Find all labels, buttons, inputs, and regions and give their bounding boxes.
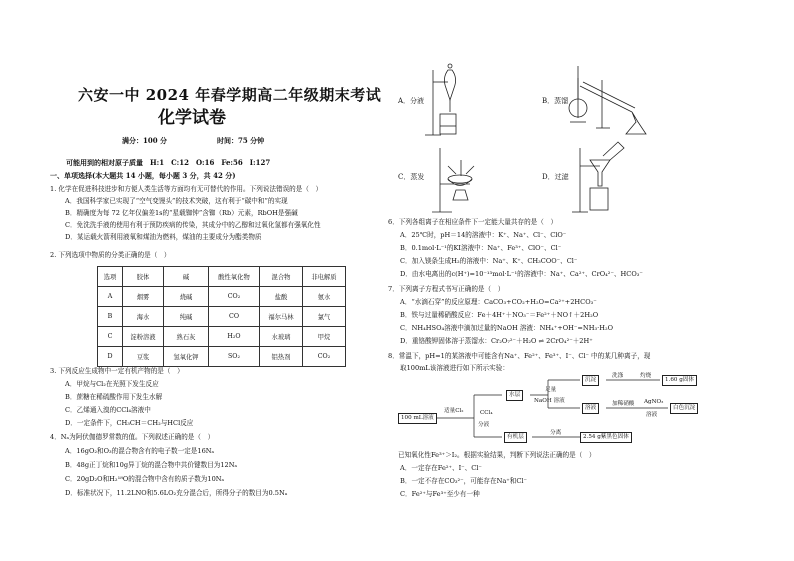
table-cell: 甲烷 xyxy=(303,327,346,347)
flow-agno3-solution: 溶液 xyxy=(646,412,658,418)
table-cell: 非电解质 xyxy=(303,267,346,287)
flow-solution: 溶液 xyxy=(582,403,599,414)
table-cell: 氨水 xyxy=(303,287,346,307)
q4-option-d: D．标准状况下，11.2LNO和5.6LO₂充分混合后，所得分子的数目为0.5Nₐ xyxy=(65,489,288,497)
table-cell: 烟雾 xyxy=(123,287,164,307)
q3-option-a: A．甲烷与Cl₂在光照下发生反应 xyxy=(65,380,159,388)
table-cell: CO₂ xyxy=(209,287,260,307)
table-cell: A xyxy=(98,287,123,307)
table-cell: 豆浆 xyxy=(123,347,164,367)
flow-reagent-ccl4: CCl₄ xyxy=(480,410,493,416)
table-cell: 烧碱 xyxy=(164,287,209,307)
q8-stem: 8．常温下，pH=1的某溶液中可能含有Na⁺、Fe²⁺、Fe³⁺、I⁻、Cl⁻ 中的某几种离子，现 xyxy=(388,352,651,360)
q7-option-b: B．铁与过量稀硝酸反应：Fe＋4H⁺＋NO₃⁻＝Fe²⁺＋NO↑＋2H₂O xyxy=(400,311,599,319)
table-cell: 福尔马林 xyxy=(260,307,303,327)
q3-option-b: B．蔗糖在稀硫酸作用下发生水解 xyxy=(65,393,163,401)
atomic-masses: 可能用到的相对原子质量 H:1 C:12 O:16 Fe:56 I:127 xyxy=(66,158,271,167)
flow-wash: 洗涤 xyxy=(612,373,624,379)
flow-separate: 分离 xyxy=(550,430,562,436)
table-cell: 选项 xyxy=(98,267,123,287)
q8-option-b: B．一定不存在CO₃²⁻，可能存在Na⁺和Cl⁻ xyxy=(400,477,528,485)
flow-precipitate: 沉淀 xyxy=(582,375,599,386)
table-cell: 淀粉溶液 xyxy=(123,327,164,347)
flow-organic-layer: 有机层 xyxy=(504,432,527,443)
table-cell: 酸性氧化物 xyxy=(209,267,260,287)
section-heading: 一、单项选择(本大题共 14 小题，每小题 3 分，共 42 分) xyxy=(50,171,236,180)
table-cell: 盐酸 xyxy=(260,287,303,307)
flow-solid-1: 1.60 g固体 xyxy=(662,375,697,386)
q6-stem: 6．下列各组离子在相应条件下一定能大量共存的是（ ） xyxy=(388,218,558,226)
q1-option-a: A．我国科学家已实现了“空气变馒头”的技术突破，这有利于“碳中和”的实现 xyxy=(65,197,288,205)
q6-option-c: C．加入镁条生成H₂的溶液中：Na⁺、K⁺、CH₃COO⁻、Cl⁻ xyxy=(400,257,578,265)
apparatus-label-b: B．蒸馏 xyxy=(542,97,569,105)
table-cell: 海水 xyxy=(123,307,164,327)
q7-option-a: A．“水滴石穿”的反应原理：CaCO₃+CO₂+H₂O=Ca²⁺+2HCO₃⁻ xyxy=(400,298,597,306)
flow-white-precipitate: 白色沉淀 xyxy=(670,403,698,414)
q2-stem: 2. 下列选项中物质的分类正确的是（ ） xyxy=(50,251,171,259)
table-cell: CO₂ xyxy=(303,347,346,367)
q1-stem: 1. 化学在促进科技进步和方便人类生活等方面均有无可替代的作用。下列说法错误的是（ ） xyxy=(50,185,323,193)
table-cell: CO xyxy=(209,307,260,327)
flow-solid-2: 2.54 g紫黑色固体 xyxy=(580,432,632,443)
q3-option-c: C．乙烯通入溴的CCl₄溶液中 xyxy=(65,406,151,414)
flow-naoh: NaOH 溶液 xyxy=(534,398,565,404)
apparatus-label-d: D．过滤 xyxy=(542,173,569,181)
table-cell: B xyxy=(98,307,123,327)
table-cell: 氯气 xyxy=(303,307,346,327)
q7-option-d: D．重铬酸钾固体溶于蒸馏水：Cr₂O₇²⁻＋H₂O ⇌ 2CrO₄²⁻＋2H⁺ xyxy=(400,337,593,345)
flow-reagent-cl2: 适量Cl₂ xyxy=(444,408,464,414)
q6-option-d: D．由水电离出的c(H⁺)=10⁻¹³mol·L⁻¹的溶液中：Na⁺、Ca²⁺、CrO₄²⁻、HCO₃⁻ xyxy=(400,270,643,278)
table-cell: D xyxy=(98,347,123,367)
q6-option-a: A．25℃时，pH＝14的溶液中：K⁺、Na⁺、Cl⁻、ClO⁻ xyxy=(400,231,567,239)
q8-option-c: C．Fe²⁺与Fe³⁺至少有一种 xyxy=(400,490,480,498)
q4-option-b: B．48g正丁烷和10g异丁烷的混合物中共价键数目为12Nₐ xyxy=(65,461,238,469)
table-cell: 碱 xyxy=(164,267,209,287)
table-cell: 氢氧化钾 xyxy=(164,347,209,367)
q3-stem: 3. 下列反应生成物中一定有机产物的是（ ） xyxy=(50,367,184,375)
table-cell: 混合物 xyxy=(260,267,303,287)
flow-start: 100 mL溶液 xyxy=(398,413,437,424)
time-limit: 时间：75 分钟 xyxy=(217,136,265,145)
q8-note: 已知氧化性Fe³⁺＞I₂。根据实验结果，判断下列说法正确的是（ ） xyxy=(398,451,596,459)
flow-agno3: AgNO₃ xyxy=(644,399,664,405)
table-cell: 熟石灰 xyxy=(164,327,209,347)
q6-option-b: B．0.1mol·L⁻¹的KI溶液中：Na⁺、Fe³⁺、ClO⁻、Cl⁻ xyxy=(400,244,562,252)
flow-hno3: 加稀硝酸 xyxy=(612,401,635,407)
q1-option-c: C．免洗洗手液的使用有利于预防疾病的传染，其成分中的乙醇和过氧化氢都有强氧化性 xyxy=(65,221,321,229)
exam-title: 六安一中 2024 年春学期高二年级期末考试 xyxy=(78,86,382,104)
q1-option-b: B．精确度为每 72 亿年仅偏差1s的“星载铷钟”含铷（Rb）元素，RbOH是强碱 xyxy=(65,209,298,217)
apparatus-label-c: C．蒸发 xyxy=(398,173,425,181)
q4-option-c: C．20gD₂O和H₂¹⁸O的混合物中含有的质子数为10Nₐ xyxy=(65,475,225,483)
q7-option-c: C．NH₄HSO₄溶液中滴加过量的NaOH 溶液：NH₄⁺+OH⁻=NH₃·H₂O xyxy=(400,324,613,332)
apparatus-label-a: A．分液 xyxy=(398,97,425,105)
flow-op-separate: 分液 xyxy=(478,422,490,428)
table-cell: SO₂ xyxy=(209,347,260,367)
q3-option-d: D．一定条件下，CH₃CH＝CH₂与HCl反应 xyxy=(65,419,194,427)
full-score: 满分：100 分 xyxy=(122,136,168,145)
exam-subtitle: 化学试卷 xyxy=(158,108,226,128)
table-cell: 铝热剂 xyxy=(260,347,303,367)
q1-option-d: D．某运载火箭利用液氧和煤油为燃料，煤油的主要成分为酯类物质 xyxy=(65,233,262,241)
flow-excess: 足量 xyxy=(545,387,557,393)
q8-stem-cont: 取100mL该溶液进行如下所示实验： xyxy=(400,364,509,372)
table-cell: 胶体 xyxy=(123,267,164,287)
flow-aqueous: 水层 xyxy=(506,390,523,401)
table-cell: 纯碱 xyxy=(164,307,209,327)
q4-stem: 4．Nₐ为阿伏伽德罗常数的值。下列叙述正确的是（ ） xyxy=(50,433,215,441)
q4-option-a: A．16gO₂和O₃的混合物含有的电子数一定是16Nₐ xyxy=(65,447,215,455)
table-cell: 水玻璃 xyxy=(260,327,303,347)
flow-ignite: 灼烧 xyxy=(640,373,652,379)
table-cell: H₂O xyxy=(209,327,260,347)
table-cell: C xyxy=(98,327,123,347)
q7-stem: 7．下列离子方程式书写正确的是（ ） xyxy=(388,285,505,293)
q8-option-a: A．一定存在Fe²⁺、I⁻、Cl⁻ xyxy=(400,464,482,472)
